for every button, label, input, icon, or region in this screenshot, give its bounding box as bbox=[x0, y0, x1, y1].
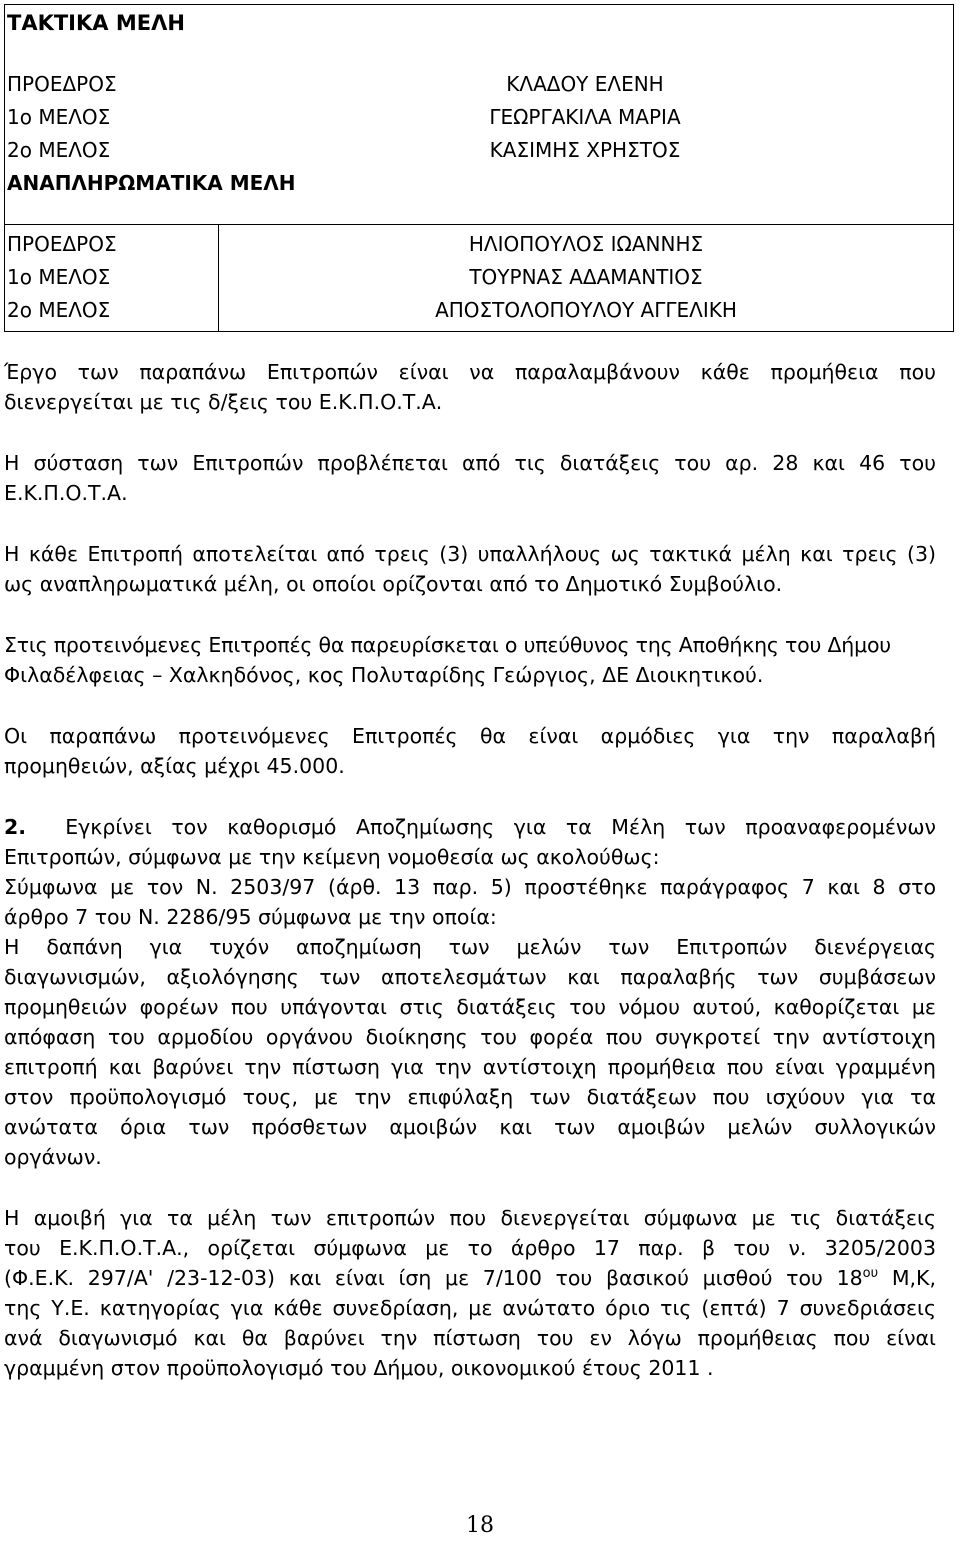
paragraph-remuneration bbox=[4, 1203, 936, 1383]
committee-table bbox=[4, 4, 954, 332]
text-line: οργάνων. bbox=[4, 1145, 102, 1169]
text-line: προμηθειών, αξίας μέχρι 45.000. bbox=[4, 754, 345, 778]
text-line: Στις προτεινόμενες Επιτροπές θα παρευρίσκεται ο υπεύθυνος της Αποθήκης του Δήμου bbox=[4, 633, 891, 657]
text-line: Φιλαδέλφειας – Χαλκηδόνος, κος Πολυταρίδης Γεώργιος, ΔΕ Διοικητικού. bbox=[4, 663, 764, 687]
paragraph-composition bbox=[4, 539, 936, 599]
alternate-members-section bbox=[5, 224, 953, 331]
text-line: απόφαση του αρμοδίου οργάνου διοίκησης του φορέα που συγκροτεί την αντίστοιχη bbox=[4, 1025, 936, 1049]
text-line bbox=[4, 812, 936, 842]
role-label: ΠΡΟΕΔΡΟΣ bbox=[7, 232, 117, 256]
page-number: 18 bbox=[466, 1513, 494, 1538]
regular-members-section bbox=[5, 5, 953, 224]
text-line: Η κάθε Επιτροπή αποτελείται από τρεις (3) υπαλλήλους ως τακτικά μέλη και τρεις (3) bbox=[4, 542, 936, 566]
text-line: Η αμοιβή για τα μέλη των επιτροπών που διενεργείται σύμφωνα με τις διατάξεις bbox=[4, 1206, 936, 1230]
text-line: Η σύσταση των Επιτροπών προβλέπεται από τις διατάξεις του αρ. 28 και 46 του bbox=[4, 451, 936, 475]
text-line: της Υ.Ε. κατηγορίας για κάθε συνεδρίαση, με ανώτατο όριο τις (επτά) 7 συνεδριάσεις bbox=[4, 1296, 936, 1320]
paragraph-constitution bbox=[4, 448, 936, 508]
item-number: 2. bbox=[4, 815, 27, 839]
text-line: γραμμένη στον προϋπολογισμό του Δήμου, οικονομικού έτους 2011 . bbox=[4, 1356, 714, 1380]
text-line: διαγωνισμών, αξιολόγησης των αποτελεσμάτων και παραλαβής των συμβάσεων bbox=[4, 965, 936, 989]
member-name: ΓΕΩΡΓΑΚΙΛΑ ΜΑΡΙΑ bbox=[489, 105, 681, 129]
text-line: ανά διαγωνισμό και θα βαρύνει την πίστωση του εν λόγω προμήθειας που είναι bbox=[4, 1326, 936, 1350]
paragraph-duties bbox=[4, 357, 936, 417]
text-line: Σύμφωνα με τον Ν. 2503/97 (άρθ. 13 παρ. 5) προστέθηκε παράγραφος 7 και 8 στο bbox=[4, 875, 936, 899]
text-line: επιτροπή και βαρύνει την πίστωση για την αντίστοιχη προμήθεια που είναι γραμμένη bbox=[4, 1055, 936, 1079]
text-line: άρθρο 7 του Ν. 2286/95 σύμφωνα με την οποία: bbox=[4, 905, 497, 929]
text-line: διενεργείται με τις δ/ξεις του Ε.Κ.Π.Ο.Τ.Α. bbox=[4, 390, 443, 414]
document-body bbox=[4, 357, 936, 1383]
member-name: ΗΛΙΟΠΟΥΛΟΣ ΙΩΑΝΝΗΣ bbox=[468, 232, 704, 256]
member-name: ΑΠΟΣΤΟΛΟΠΟΥΛΟΥ ΑΓΓΕΛΙΚΗ bbox=[435, 298, 737, 322]
role-label: ΠΡΟΕΔΡΟΣ bbox=[7, 72, 117, 96]
text-line: Οι παραπάνω προτεινόμενες Επιτροπές θα είναι αρμόδιες για την παραλαβή bbox=[4, 724, 936, 748]
role-label: 1ο ΜΕΛΟΣ bbox=[7, 265, 111, 289]
paragraph-competence bbox=[4, 721, 936, 781]
member-name: ΤΟΥΡΝΑΣ ΑΔΑΜΑΝΤΙΟΣ bbox=[469, 265, 703, 289]
member-name: ΚΑΣΙΜΗΣ ΧΡΗΣΤΟΣ bbox=[489, 138, 681, 162]
role-label: 2ο ΜΕΛΟΣ bbox=[7, 298, 111, 322]
text-line: προμηθειών φορέων που υπάγονται στις διατάξεις του νόμου αυτού, καθορίζεται με bbox=[4, 995, 936, 1019]
text-line: Μ,Κ, bbox=[891, 1266, 936, 1290]
text-line: ως αναπληρωματικά μέλη, οι οποίοι ορίζονται από το Δημοτικό Συμβούλιο. bbox=[4, 572, 783, 596]
text-line: του Ε.Κ.Π.Ο.Τ.Α., ορίζεται σύμφωνα με το άρθρο 17 παρ. β του ν. 3205/2003 bbox=[4, 1236, 936, 1260]
text-line: Επιτροπών, σύμφωνα με την κείμενη νομοθεσία ως ακολούθως: bbox=[4, 845, 660, 869]
role-label: 1ο ΜΕΛΟΣ bbox=[7, 105, 111, 129]
superscript: ου bbox=[862, 1266, 879, 1282]
text-line: ανώτατα όρια των πρόσθετων αμοιβών και των αμοιβών μελών συλλογικών bbox=[4, 1115, 936, 1139]
text-line: (Φ.Ε.Κ. 297/Α' /23-12-03) και είναι ίση με 7/100 του βασικού μισθού του 18 bbox=[4, 1266, 863, 1290]
paragraph-warehouse bbox=[4, 630, 936, 690]
role-label: 2ο ΜΕΛΟΣ bbox=[7, 138, 111, 162]
text-line bbox=[4, 1263, 936, 1293]
text-line: Έργο των παραπάνω Επιτροπών είναι να παραλαμβάνουν κάθε προμήθεια που bbox=[4, 360, 936, 384]
member-name: ΚΛΑΔΟΥ ΕΛΕΝΗ bbox=[506, 72, 664, 96]
regular-members-title: ΤΑΚΤΙΚΑ ΜΕΛΗ bbox=[7, 11, 185, 35]
text-line: στον προϋπολογισμό τους, με την επιφύλαξη των διατάξεων που ισχύουν για τα bbox=[4, 1085, 936, 1109]
text-line: Η δαπάνη για τυχόν αποζημίωση των μελών των Επιτροπών διενέργειας bbox=[4, 935, 936, 959]
text-line: Ε.Κ.Π.Ο.Τ.Α. bbox=[4, 481, 128, 505]
alternate-members-title: ΑΝΑΠΛΗΡΩΜΑΤΙΚΑ ΜΕΛΗ bbox=[7, 171, 296, 195]
paragraph-compensation bbox=[4, 812, 936, 1172]
text-line: Εγκρίνει τον καθορισμό Αποζημίωσης για τα Μέλη των προαναφερομένων bbox=[65, 815, 936, 839]
